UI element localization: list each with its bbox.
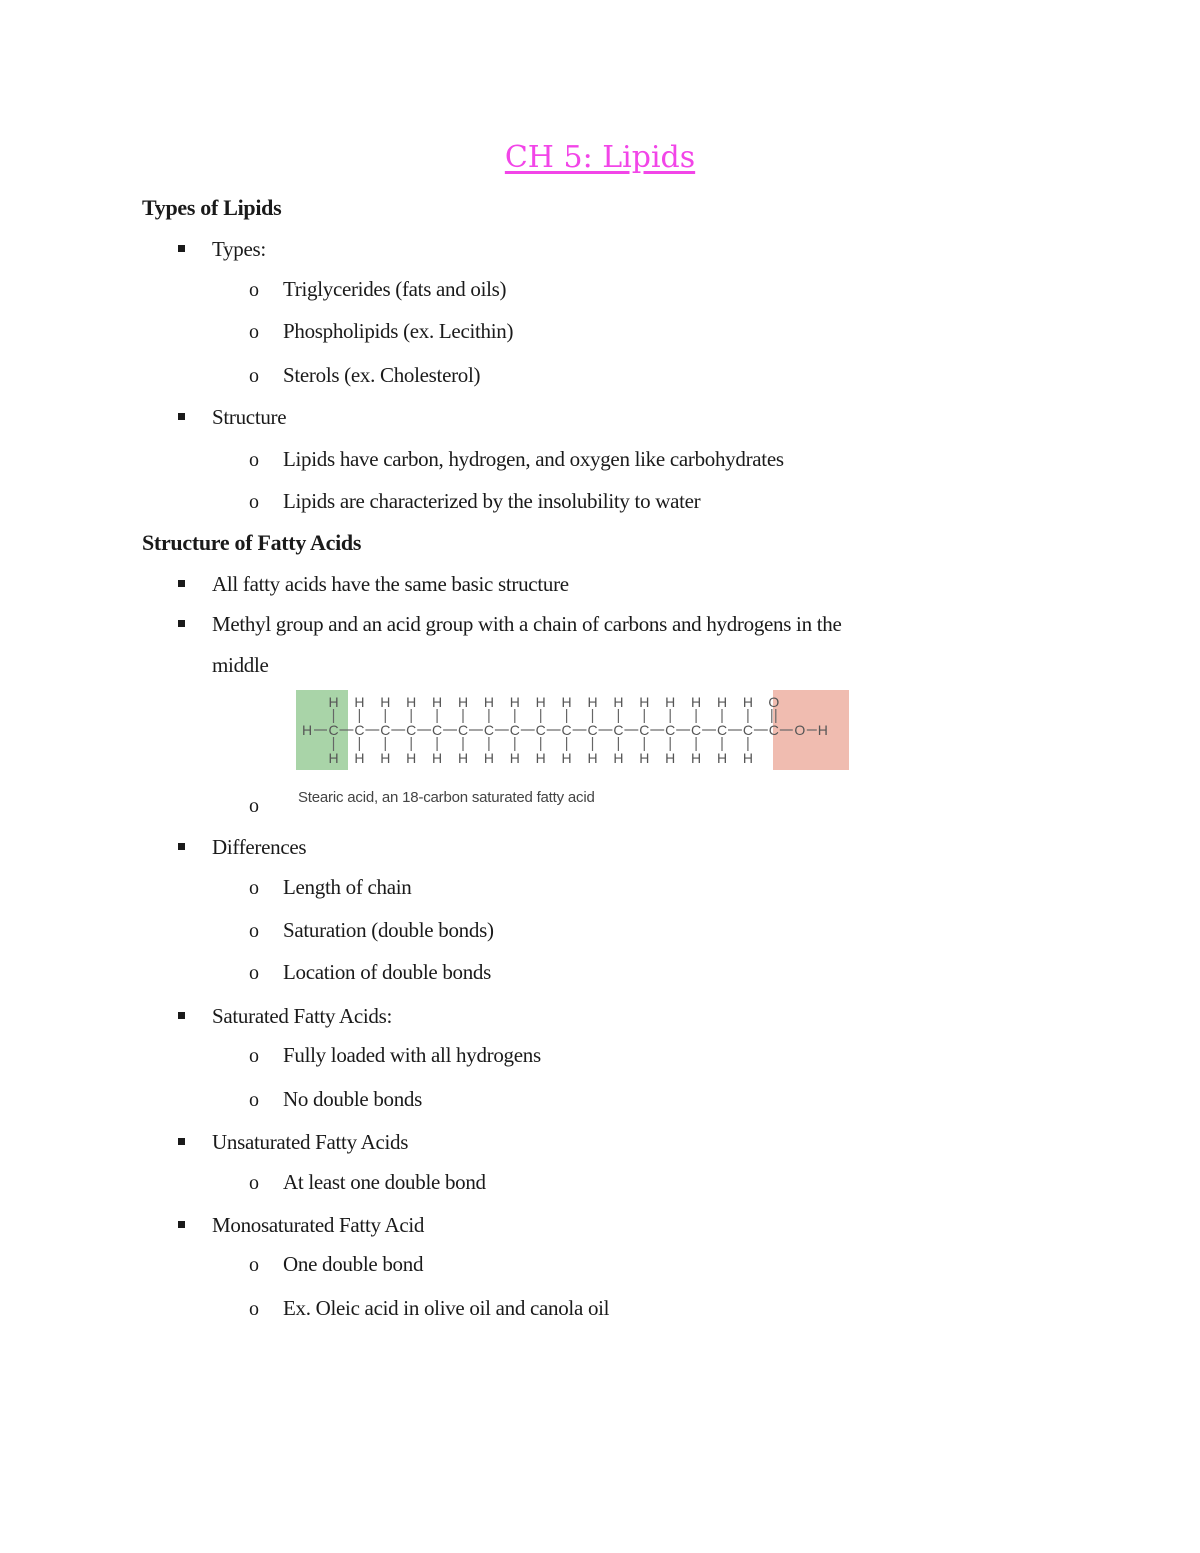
carbon-atom: C [613,722,624,738]
circle-bullet-icon: o [249,321,259,343]
list-item: Monosaturated Fatty Acid [212,1213,425,1237]
carbon-atom: C [354,722,365,738]
carbon-atom: C [691,722,702,738]
section-heading-types-of-lipids: Types of Lipids [142,195,282,220]
carbon-atom: C [639,722,650,738]
hydrogen-atom: H [691,750,702,766]
hydrogen-atom: H [716,750,728,766]
square-bullet-icon [178,843,185,850]
list-item: Types: [212,237,266,261]
list-subitem: At least one double bond [283,1170,486,1194]
hydrogen-atom: H [561,694,572,710]
oxygen-atom: O [794,722,806,738]
circle-bullet-icon: o [249,1298,259,1320]
hydrogen-atom: H [665,750,676,766]
hydrogen-atom: H [432,694,443,710]
hydrogen-atom: H [817,722,828,738]
oxygen-atom: O [768,694,780,710]
list-subitem: Ex. Oleic acid in olive oil and canola oil [283,1296,610,1320]
hydrogen-atom: H [483,750,494,766]
carbon-atom: C [587,722,598,738]
hydrogen-atom: H [406,750,417,766]
carbon-atom: C [535,722,546,738]
hydrogen-atom: H [328,694,339,710]
square-bullet-icon [178,620,185,627]
list-subitem: Fully loaded with all hydrogens [283,1043,541,1067]
carbon-atom: C [561,722,572,738]
hydrogen-atom: H [691,694,702,710]
list-item: Differences [212,835,307,859]
circle-bullet-icon: o [249,1089,259,1111]
section-heading-structure-of-fatty-acids: Structure of Fatty Acids [142,530,362,555]
list-subitem: Location of double bonds [283,960,492,984]
list-item: Saturated Fatty Acids: [212,1004,393,1028]
carbon-atom: C [768,722,779,738]
hydrogen-atom: H [613,694,624,710]
list-item-continuation: middle [212,653,269,677]
square-bullet-icon [178,1221,185,1228]
circle-bullet-icon: o [249,491,259,513]
list-subitem: Sterols (ex. Cholesterol) [283,363,481,387]
hydrogen-atom: H [742,694,753,710]
hydrogen-atom: H [509,694,520,710]
circle-bullet-icon: o [249,1045,259,1067]
page-title: CH 5: Lipids [504,140,696,175]
list-item: Structure [212,405,287,429]
atom-labels [302,694,828,766]
list-item: Methyl group and an acid group with a chain of carbons and hydrogens in the [212,612,842,636]
hydrogen-atom: H [561,750,572,766]
list-subitem: Length of chain [283,875,412,899]
list-item: All fatty acids have the same basic structure [212,572,569,596]
hydrogen-atom: H [587,750,598,766]
hydrogen-atom: H [457,750,469,766]
square-bullet-icon [178,245,185,252]
hydrogen-atom: H [613,750,624,766]
square-bullet-icon [178,1138,185,1145]
hydrogen-atom: H [535,694,546,710]
list-item: Unsaturated Fatty Acids [212,1130,409,1154]
hydrogen-atom: H [639,694,650,710]
stearic-acid-structure-diagram [295,688,851,774]
carbon-atom: C [432,722,443,738]
hydrogen-atom: H [535,750,546,766]
hydrogen-atom: H [380,750,391,766]
hydrogen-atom: H [457,694,469,710]
carbon-atom: C [716,722,728,738]
list-subitem: Triglycerides (fats and oils) [283,277,507,301]
hydrogen-atom: H [742,750,753,766]
hydrogen-atom: H [665,694,676,710]
hydrogen-atom: H [483,694,494,710]
circle-bullet-icon: o [249,877,259,899]
carbon-atom: C [328,722,339,738]
carbon-atom: C [742,722,753,738]
carbon-atom: C [665,722,676,738]
hydrogen-atom: H [354,750,365,766]
square-bullet-icon [178,580,185,587]
list-subitem: Saturation (double bonds) [283,918,494,942]
hydrogen-atom: H [301,722,313,738]
circle-bullet-icon: o [249,795,259,817]
diagram-caption: Stearic acid, an 18-carbon saturated fatty acid [298,789,595,806]
list-subitem: One double bond [283,1252,424,1276]
square-bullet-icon [178,1012,185,1019]
list-subitem: Phospholipids (ex. Lecithin) [283,319,514,343]
carbon-atom: C [509,722,520,738]
hydrogen-atom: H [354,694,365,710]
hydrogen-atom: H [716,694,728,710]
hydrogen-atom: H [328,750,339,766]
hydrogen-atom: H [509,750,520,766]
carbon-atom: C [483,722,494,738]
hydrogen-atom: H [639,750,650,766]
hydrogen-atom: H [587,694,598,710]
hydrogen-atom: H [380,694,391,710]
circle-bullet-icon: o [249,962,259,984]
square-bullet-icon [178,413,185,420]
circle-bullet-icon: o [249,365,259,387]
circle-bullet-icon: o [249,279,259,301]
list-subitem: Lipids have carbon, hydrogen, and oxygen like carbohydrates [283,447,784,471]
circle-bullet-icon: o [249,920,259,942]
circle-bullet-icon: o [249,1254,259,1276]
circle-bullet-icon: o [249,449,259,471]
hydrogen-atom: H [406,694,417,710]
carbon-atom: C [457,722,469,738]
circle-bullet-icon: o [249,1172,259,1194]
carbon-atom: C [406,722,417,738]
carbon-atom: C [380,722,391,738]
list-subitem: Lipids are characterized by the insolubility to water [283,489,701,513]
list-subitem: No double bonds [283,1087,422,1111]
hydrogen-atom: H [432,750,443,766]
